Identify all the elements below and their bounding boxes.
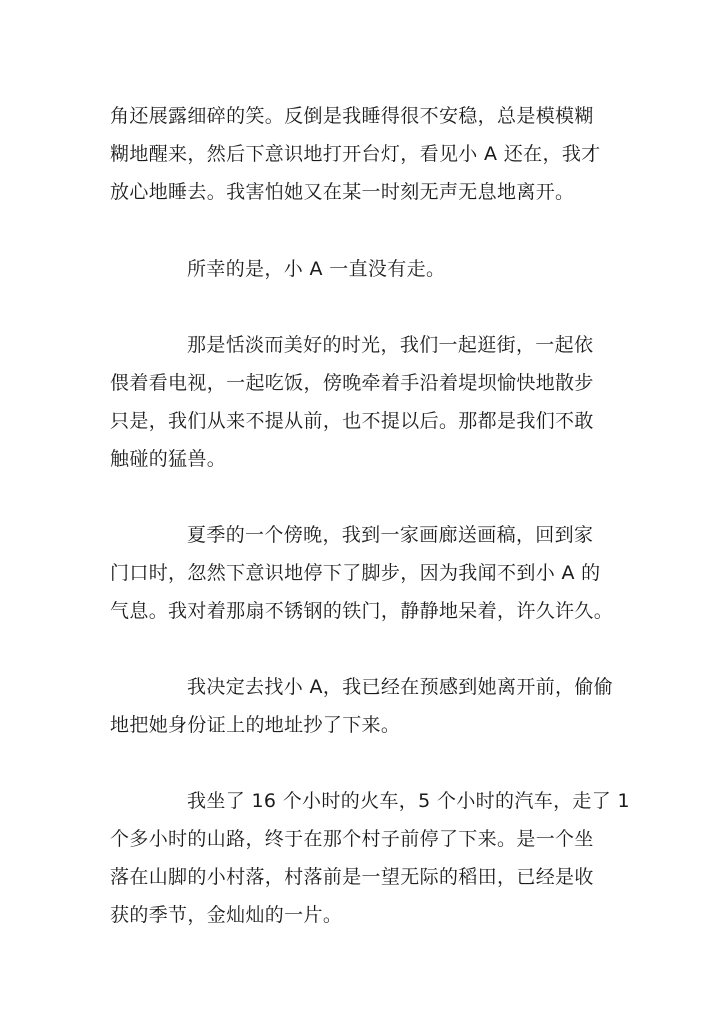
text-line: 门口时，忽然下意识地停下了脚步，因为我闻不到小 A 的 xyxy=(110,562,601,584)
text-line: 角还展露细碎的笑。反倒是我睡得很不安稳，总是模模糊 xyxy=(110,105,594,127)
text-line: 落在山脚的小村落，村落前是一望无际的稻田，已经是收 xyxy=(110,866,594,888)
text-line: 偎着看电视，一起吃饭，傍晚牵着手沿着堤坝愉快地散步 xyxy=(110,372,594,394)
paragraph-4 xyxy=(110,516,616,630)
text-line: 糊地醒来，然后下意识地打开台灯，看见小 A 还在，我才 xyxy=(110,143,601,165)
text-line: 获的季节，金灿灿的一片。 xyxy=(110,904,343,926)
text-line: 我坐了 16 个小时的火车，5 个小时的汽车，走了 1 xyxy=(187,790,630,812)
text-line: 夏季的一个傍晚，我到一家画廊送画稿，回到家 xyxy=(187,524,594,546)
text-line: 所幸的是，小 A 一直没有走。 xyxy=(187,258,446,280)
paragraph-6 xyxy=(110,782,630,934)
text-line: 只是，我们从来不提从前，也不提以后。那都是我们不敢 xyxy=(110,410,594,432)
paragraph-2 xyxy=(110,250,616,288)
text-line: 触碰的猛兽。 xyxy=(110,448,227,470)
text-line: 气息。我对着那扇不锈钢的铁门，静静地呆着，许久许久。 xyxy=(110,600,614,622)
text-line: 那是恬淡而美好的时光，我们一起逛街，一起依 xyxy=(187,334,594,356)
paragraph-3 xyxy=(110,326,616,478)
paragraph-5 xyxy=(110,668,616,744)
text-line: 我决定去找小 A，我已经在预感到她离开前，偷偷 xyxy=(187,676,614,698)
paragraph-1 xyxy=(110,97,616,211)
text-line: 个多小时的山路，终于在那个村子前停了下来。是一个坐 xyxy=(110,828,594,850)
text-line: 地把她身份证上的地址抄了下来。 xyxy=(110,714,401,736)
text-line: 放心地睡去。我害怕她又在某一时刻无声无息地离开。 xyxy=(110,181,575,203)
